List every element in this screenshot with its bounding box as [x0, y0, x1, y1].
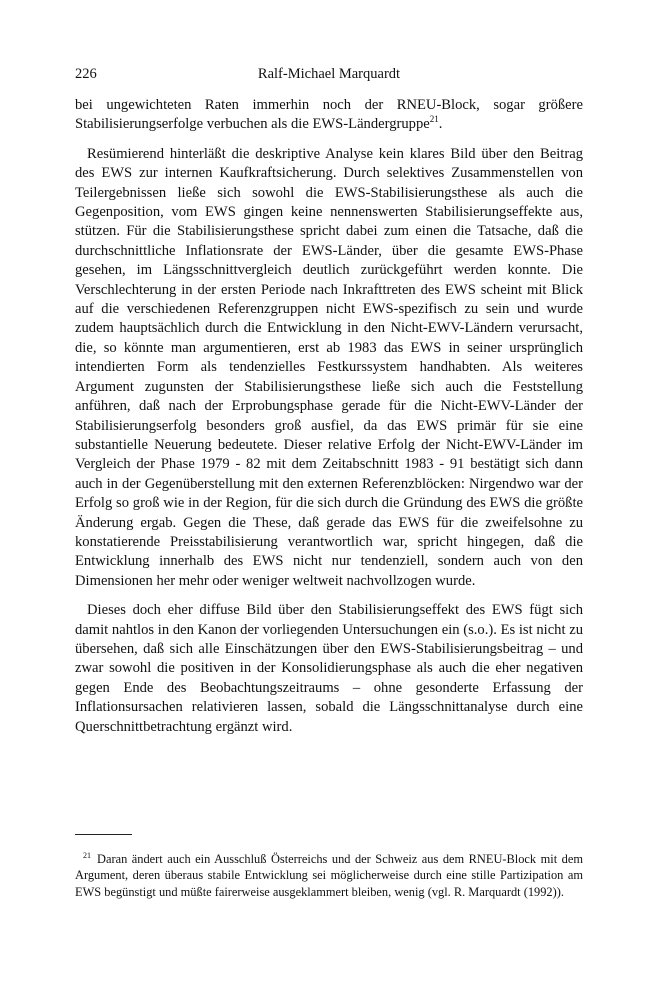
footnote-text: Daran ändert auch ein Ausschluß Österreichs und der Schweiz aus dem RNEU-Block mit dem Argument, deren überaus stabile Entwicklung sei möglicherweise durch eine stille Partizipation am EWS begünstigt und müßte fairerweise ausgeklammert bleiben, wenig (vgl. R. Marquardt (1992)).	[75, 852, 583, 899]
page-header	[75, 66, 583, 86]
paragraph-text: bei ungewichteten Raten immerhin noch der RNEU-Block, sogar größere Stabilisierungserfolge verbuchen als die EWS-Ländergruppe	[75, 97, 583, 133]
paragraph-conclusion: Dieses doch eher diffuse Bild über den Stabilisierungseffekt des EWS fügt sich damit nahtlos in den Kanon der vorliegenden Untersuchungen ein (s.o.). Es ist nicht zu übersehen, daß sich alle Einschätzungen über den EWS-Stabilisierungsbeitrag – und zwar sowohl die positiven in der Konsolidierungsphase als auch die eher negativen gegen Ende des Beobachtungszeitraums – ohne gesonderte Erfassung der Inflationsursachen relativieren lassen, sobald die Längsschnittanalyse durch eine Querschnittbetrachtung ergänzt wird.	[75, 602, 583, 735]
paragraph-continued	[75, 96, 583, 135]
paragraph-summary: Resümierend hinterläßt die deskriptive Analyse kein klares Bild über den Beitrag des EWS zur internen Kaufkraftsicherung. Durch selektives Zusammenstellen von Teilergebnissen ließe sich sowohl die EWS-Stabilisierungsthese als auch die Gegenposition, vom EWS gingen keine nennenswerten Stabilisierungseffekte aus, stützen. Für die Stabilisierungsthese spricht dabei zum einen die Tatsache, daß die durchschnittliche Inflationsrate der EWS-Länder, über die gesamte EWS-Phase gesehen, im Längsschnittvergleich deutlich zurückgeführt werden konnte. Die Verschlechterung in der ersten Periode nach Inkrafttreten des EWS scheint mit Blick auf die verschiedenen Referenzgruppen nicht EWS-spezifisch zu sein und wurde zudem hauptsächlich durch die Entwicklung in den Nicht-EWV-Ländern verursacht, die, so könnte man argumentieren, erst ab 1983 das EWS in seiner ursprünglich intendierten Form als tendenzielles Festkurssystem handhabten. Als weiteres Argument zugunsten der Stabilisierungsthese ließe sich auch die Feststellung anführen, daß nach der Erprobungsphase gerade für die Nicht-EWV-Länder der Stabilisierungserfolg besonders groß ausfiel, da das EWS primär für sie eine substantielle Neuerung bedeutete. Dieser relative Erfolg der Nicht-EWV-Länder im Vergleich der Phase 1979 - 82 mit dem Zeitabschnitt 1983 - 91 bestätigt sich dann auch in der Gegenüberstellung mit den externen Referenzblöcken: Nirgendwo war der Erfolg so groß wie in der Region, für die sich durch die Gründung des EWS die größte Änderung ergab. Gegen die These, daß gerade das EWS für die zweifelsohne zu konstatierende Preisstabilisierung verantwortlich war, spricht hingegen, daß die Entwicklung innerhalb des EWS nicht nur tendenziell, sondern auch von den Dimensionen her mehr oder weniger weltweit nachvollzogen wurde.	[75, 145, 583, 589]
main-text	[75, 96, 583, 737]
page-number: 226	[75, 66, 97, 82]
footnote-separator	[75, 834, 132, 835]
footnote-21	[75, 851, 583, 900]
footnote-reference: 21	[429, 114, 439, 125]
footnote-number: 21	[83, 850, 91, 860]
sentence-end: .	[438, 116, 443, 133]
footnote-paragraph	[75, 851, 583, 900]
running-head-author: Ralf-Michael Marquardt	[257, 66, 401, 82]
